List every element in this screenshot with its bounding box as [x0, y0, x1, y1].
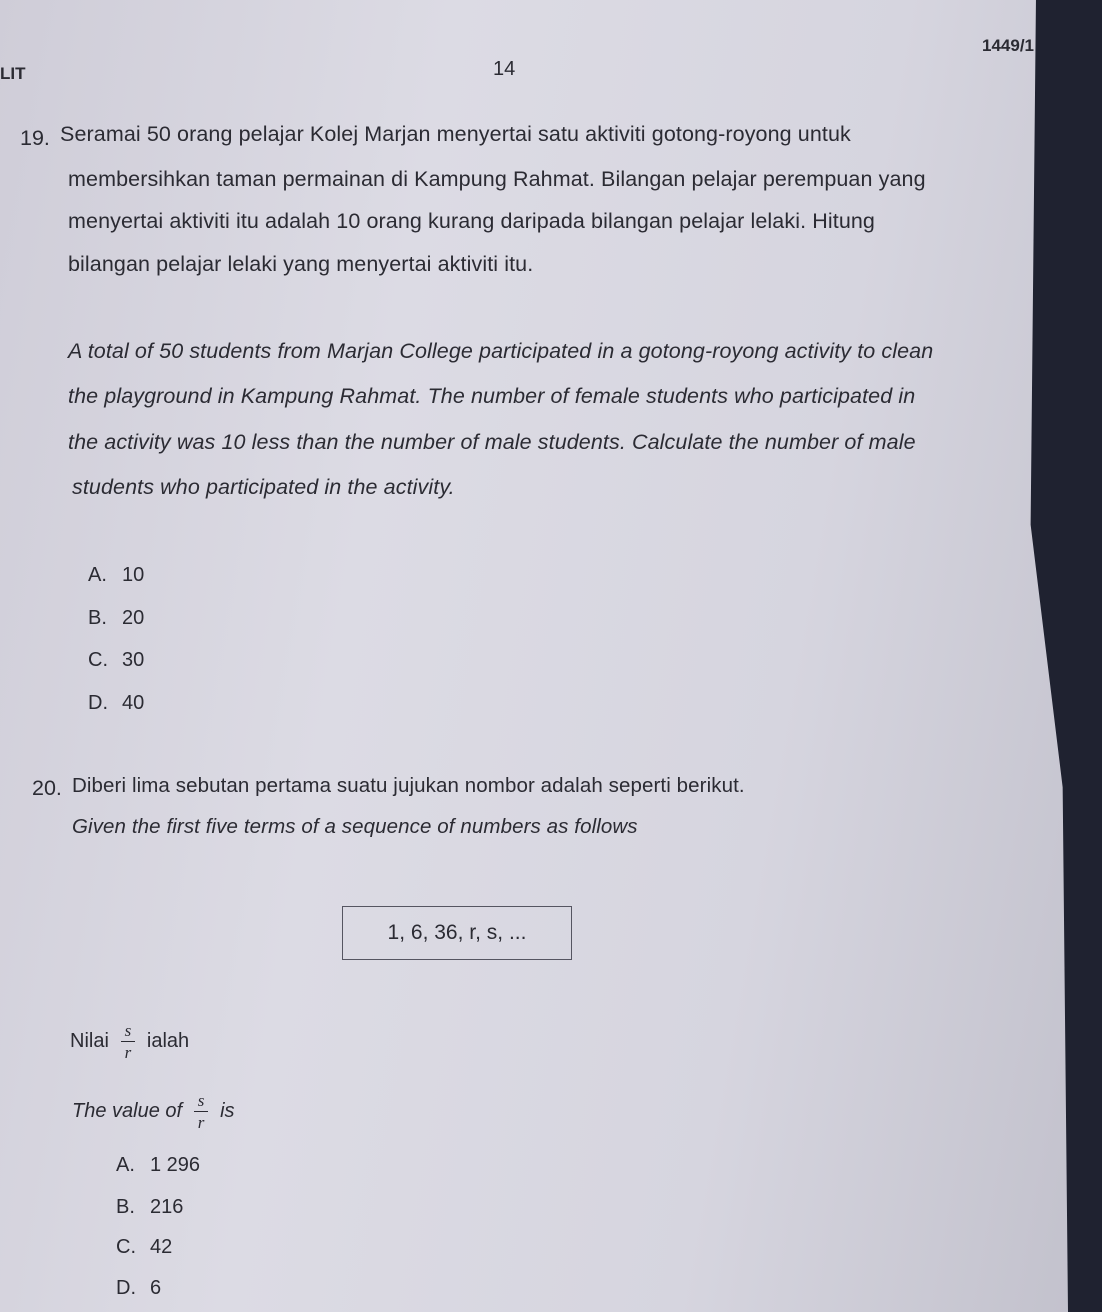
- paper-code: 1449/1: [982, 36, 1034, 55]
- page-number: 14: [493, 58, 516, 80]
- option-label: B.: [88, 607, 107, 629]
- fraction-s-over-r: [194, 1092, 208, 1131]
- option-label: D.: [88, 692, 108, 714]
- question-20-option-d[interactable]: [116, 1277, 161, 1300]
- value-prompt-english-prefix: The value of: [72, 1100, 183, 1122]
- question-19-option-d[interactable]: [88, 692, 144, 715]
- question-19-malay-line-3: menyertai aktiviti itu adalah 10 orang kurang daripada bilangan pelajar lelaki. Hitung: [68, 209, 875, 233]
- option-value: 6: [150, 1277, 162, 1299]
- fraction-bar: [194, 1111, 208, 1112]
- option-value: 10: [122, 564, 145, 586]
- value-prompt-malay: [70, 1022, 189, 1061]
- question-19-malay-line-1: Seramai 50 orang pelajar Kolej Marjan menyertai satu aktiviti gotong-royong untuk: [60, 122, 851, 146]
- question-20-malay-line: Diberi lima sebutan pertama suatu jujukan nombor adalah seperti berikut.: [72, 774, 745, 797]
- option-value: 30: [122, 649, 145, 671]
- value-prompt-english-suffix: is: [220, 1100, 235, 1122]
- fraction-denominator: r: [124, 1043, 132, 1062]
- option-value: 216: [150, 1196, 184, 1218]
- fraction-numerator: s: [124, 1021, 132, 1040]
- question-19-malay-line-4: bilangan pelajar lelaki yang menyertai aktiviti itu.: [68, 252, 534, 276]
- question-20-option-b[interactable]: [116, 1196, 183, 1219]
- question-20-number: 20.: [32, 776, 62, 800]
- option-value: 1 296: [150, 1154, 201, 1176]
- option-label: A.: [88, 564, 107, 586]
- question-19-option-a[interactable]: [88, 564, 144, 587]
- option-value: 40: [122, 692, 145, 714]
- value-prompt-english: [72, 1092, 235, 1131]
- value-prompt-malay-suffix: ialah: [146, 1030, 190, 1052]
- question-19-english-line-1: A total of 50 students from Marjan College participated in a gotong-royong activity to clean: [68, 339, 934, 363]
- question-19-malay-line-2: membersihkan taman permainan di Kampung Rahmat. Bilangan pelajar perempuan yang: [68, 167, 926, 191]
- option-label: D.: [116, 1277, 136, 1299]
- question-19-english-line-4: students who participated in the activity.: [72, 475, 455, 499]
- sequence-box: [342, 906, 572, 960]
- question-20-option-c[interactable]: [116, 1236, 172, 1259]
- fraction-s-over-r: [121, 1022, 135, 1061]
- fraction-numerator: s: [197, 1091, 205, 1110]
- option-value: 42: [150, 1236, 173, 1258]
- question-19-english-line-2: the playground in Kampung Rahmat. The number of female students who participated in: [68, 384, 916, 408]
- option-label: C.: [88, 649, 108, 671]
- question-19-number: 19.: [20, 126, 50, 150]
- question-20-option-a[interactable]: [116, 1154, 200, 1177]
- option-label: B.: [116, 1196, 135, 1218]
- fraction-denominator: r: [197, 1113, 205, 1132]
- option-label: C.: [116, 1236, 136, 1258]
- value-prompt-malay-prefix: Nilai: [70, 1030, 109, 1052]
- header-left-text: LIT: [0, 64, 26, 83]
- fraction-bar: [121, 1041, 135, 1042]
- question-20-english-line: Given the first five terms of a sequence of numbers as follows: [72, 815, 638, 838]
- sequence-text: 1, 6, 36, r, s, ...: [387, 921, 527, 944]
- option-label: A.: [116, 1154, 135, 1176]
- question-19-english-line-3: the activity was 10 less than the number of male students. Calculate the number of male: [68, 430, 916, 454]
- question-19-option-c[interactable]: [88, 649, 144, 672]
- question-19-option-b[interactable]: [88, 607, 144, 630]
- option-value: 20: [122, 607, 145, 629]
